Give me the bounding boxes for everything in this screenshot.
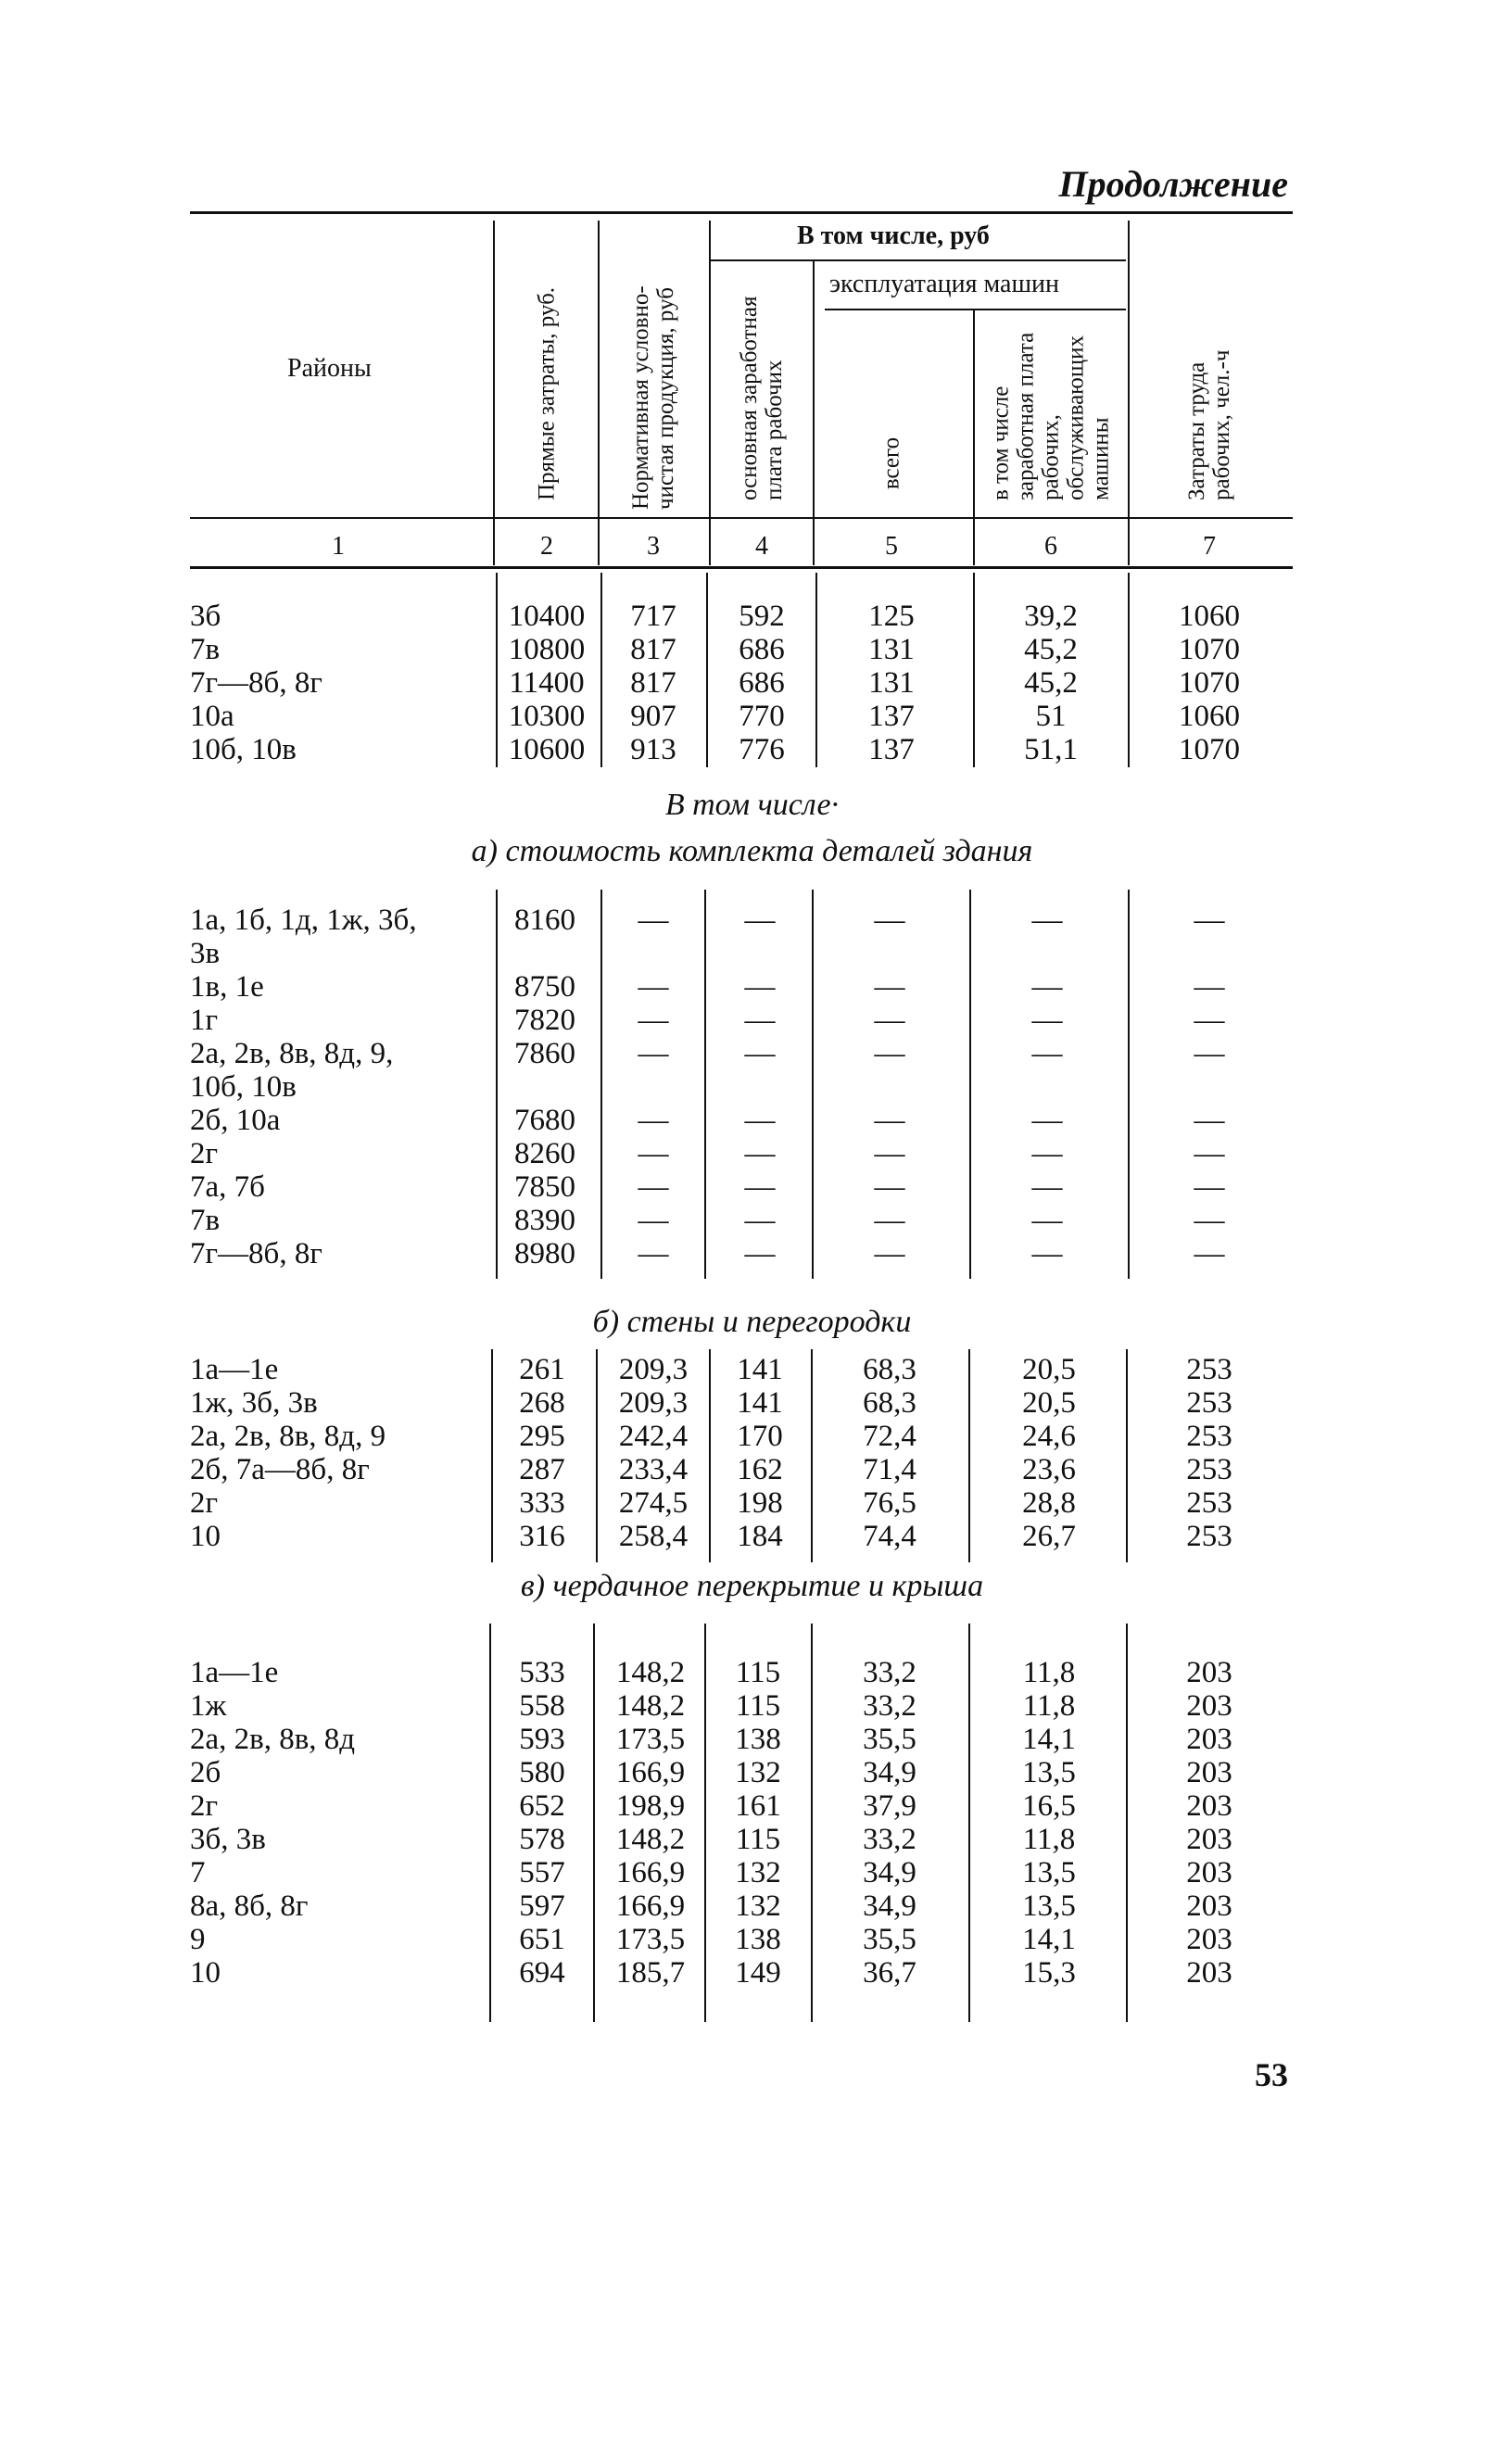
cell-c2: 10300 bbox=[508, 700, 586, 733]
region: 1в, 1е bbox=[190, 970, 264, 1004]
cell-c3: 209,3 bbox=[618, 1386, 689, 1420]
cell-c2: 578 bbox=[519, 1823, 565, 1856]
table-row bbox=[190, 1856, 1293, 1889]
cell-c3: 148,2 bbox=[615, 1689, 686, 1723]
cell-c2: 295 bbox=[519, 1420, 565, 1453]
table-row bbox=[190, 1756, 1293, 1789]
cell-c4: — bbox=[744, 1037, 776, 1070]
cell-c3: — bbox=[638, 1170, 669, 1204]
cell-c3: — bbox=[638, 1237, 669, 1270]
table-row bbox=[190, 1520, 1293, 1553]
cell-c3: 148,2 bbox=[615, 1656, 686, 1689]
region: 2б, 7а—8б, 8г bbox=[190, 1453, 370, 1486]
cell-c2: 533 bbox=[519, 1656, 565, 1689]
cell-c3: 258,4 bbox=[618, 1520, 689, 1553]
cell-c7: 1060 bbox=[1179, 600, 1240, 633]
region: 9 bbox=[190, 1923, 206, 1956]
cell-c5: 68,3 bbox=[863, 1353, 916, 1386]
cell-c7: 203 bbox=[1186, 1956, 1232, 1990]
cell-c4: 592 bbox=[739, 600, 785, 633]
table-row bbox=[190, 1037, 1293, 1070]
cell-c3: 242,4 bbox=[618, 1420, 689, 1453]
cell-c7: — bbox=[1194, 1237, 1225, 1270]
cell-c6: 51,1 bbox=[1024, 733, 1078, 766]
cell-c3: 233,4 bbox=[618, 1453, 689, 1486]
cell-c4: — bbox=[744, 1170, 776, 1204]
cell-c4: 115 bbox=[735, 1823, 781, 1856]
cell-c2: 694 bbox=[519, 1956, 565, 1990]
section-c-title: в) чердачное перекрытие и крыша bbox=[520, 1569, 984, 1603]
region: 2г bbox=[190, 1486, 219, 1520]
cell-c3: 166,9 bbox=[615, 1889, 686, 1923]
table-row bbox=[190, 1656, 1293, 1689]
colnum-bottom-rule bbox=[190, 566, 1293, 569]
table-row bbox=[190, 1137, 1293, 1170]
cell-c5: — bbox=[874, 1170, 905, 1204]
cell-c6: 11,8 bbox=[1022, 1656, 1076, 1689]
table-row bbox=[190, 1889, 1293, 1923]
cell-c2: 8260 bbox=[514, 1137, 575, 1170]
cell-c6: — bbox=[1031, 1104, 1063, 1137]
cell-c3: 185,7 bbox=[615, 1956, 686, 1990]
cell-c3: 209,3 bbox=[618, 1353, 689, 1386]
colnum-5: 5 bbox=[885, 532, 898, 561]
region: 2г bbox=[190, 1789, 219, 1823]
cell-c7: 253 bbox=[1186, 1420, 1232, 1453]
cell-c2: 7820 bbox=[514, 1004, 575, 1037]
cell-c7: — bbox=[1194, 903, 1225, 937]
cell-c5: 137 bbox=[868, 700, 915, 733]
region: 3в bbox=[190, 937, 221, 970]
main-rows bbox=[190, 600, 1293, 766]
cell-c4: 141 bbox=[737, 1386, 783, 1420]
table-row bbox=[190, 1386, 1293, 1420]
section-a-rows bbox=[190, 903, 1293, 1270]
cell-c3: 198,9 bbox=[615, 1789, 686, 1823]
cell-c6: — bbox=[1031, 1004, 1063, 1037]
cell-c2: 316 bbox=[519, 1520, 565, 1553]
cell-c3: — bbox=[638, 903, 669, 937]
cell-c7: 203 bbox=[1186, 1789, 1232, 1823]
region: 3б bbox=[190, 600, 221, 633]
cell-c7: — bbox=[1194, 1004, 1225, 1037]
cell-c3: 913 bbox=[630, 733, 676, 766]
cell-c4: 776 bbox=[739, 733, 785, 766]
cell-c6: — bbox=[1031, 1137, 1063, 1170]
region: 7в bbox=[190, 633, 221, 666]
colnum-7: 7 bbox=[1203, 532, 1216, 561]
cell-c6: 28,8 bbox=[1022, 1486, 1076, 1520]
cell-c5: 34,9 bbox=[863, 1756, 916, 1789]
region: 2б bbox=[190, 1756, 221, 1789]
cell-c3: 274,5 bbox=[618, 1486, 689, 1520]
cell-c6: 13,5 bbox=[1022, 1889, 1076, 1923]
header-including-rub: В том числе, руб bbox=[797, 221, 990, 250]
cell-c3: 173,5 bbox=[615, 1723, 686, 1756]
cell-c2: 597 bbox=[519, 1889, 565, 1923]
region: 8а, 8б, 8г bbox=[190, 1889, 309, 1923]
cell-c5: 68,3 bbox=[863, 1386, 916, 1420]
region: 1г bbox=[190, 1004, 219, 1037]
region: 7а, 7б bbox=[190, 1170, 265, 1204]
table-row bbox=[190, 1104, 1293, 1137]
table-row bbox=[190, 1923, 1293, 1956]
cell-c5: — bbox=[874, 970, 905, 1004]
table-row bbox=[190, 1453, 1293, 1486]
cell-c5: 37,9 bbox=[863, 1789, 916, 1823]
cell-c3: — bbox=[638, 1137, 669, 1170]
cell-c2: 7680 bbox=[514, 1104, 575, 1137]
cell-c5: — bbox=[874, 1104, 905, 1137]
page-number: 53 bbox=[1255, 2056, 1288, 2093]
header-wage-machinists: в том числе заработная плата рабочих, обслуживающих машины bbox=[988, 332, 1114, 500]
cell-c6: — bbox=[1031, 1237, 1063, 1270]
cell-c2: 268 bbox=[519, 1386, 565, 1420]
cell-c4: 162 bbox=[737, 1453, 783, 1486]
table-row bbox=[190, 700, 1293, 733]
cell-c7: 203 bbox=[1186, 1889, 1232, 1923]
region: 10б, 10в bbox=[190, 1070, 297, 1104]
cell-c7: — bbox=[1194, 970, 1225, 1004]
cell-c2: 261 bbox=[519, 1353, 565, 1386]
including-label: В том числе· bbox=[664, 788, 840, 822]
cell-c4: — bbox=[744, 1004, 776, 1037]
cell-c4: 149 bbox=[735, 1956, 781, 1990]
cell-c4: — bbox=[744, 1204, 776, 1237]
cell-c6: 51 bbox=[1035, 700, 1067, 733]
section-b-title: б) стены и перегородки bbox=[592, 1305, 912, 1339]
cell-c5: — bbox=[874, 1137, 905, 1170]
table-row bbox=[190, 1204, 1293, 1237]
cell-c5: 33,2 bbox=[863, 1823, 916, 1856]
cell-c4: 161 bbox=[735, 1789, 781, 1823]
cell-c3: 907 bbox=[630, 700, 676, 733]
cell-c4: 132 bbox=[735, 1889, 781, 1923]
cell-c6: 26,7 bbox=[1022, 1520, 1076, 1553]
cell-c6: 13,5 bbox=[1022, 1756, 1076, 1789]
region: 3б, 3в bbox=[190, 1823, 266, 1856]
cell-c4: 198 bbox=[737, 1486, 783, 1520]
region: 7в bbox=[190, 1204, 221, 1237]
header-vline-2 bbox=[598, 221, 600, 565]
cell-c6: 45,2 bbox=[1024, 666, 1078, 700]
cell-c2: 557 bbox=[519, 1856, 565, 1889]
cell-c4: 184 bbox=[737, 1520, 783, 1553]
cell-c5: — bbox=[874, 1037, 905, 1070]
cell-c4: 686 bbox=[739, 633, 785, 666]
region: 1ж, 3б, 3в bbox=[190, 1386, 318, 1420]
cell-c7: 203 bbox=[1186, 1656, 1232, 1689]
cell-c4: 170 bbox=[737, 1420, 783, 1453]
cell-c6: 16,5 bbox=[1022, 1789, 1076, 1823]
cell-c4: 132 bbox=[735, 1856, 781, 1889]
section-a-title: а) стоимость комплекта деталей здания bbox=[471, 834, 1033, 868]
cell-c3: 148,2 bbox=[615, 1823, 686, 1856]
cell-c7: — bbox=[1194, 1204, 1225, 1237]
table-row bbox=[190, 1070, 1293, 1104]
header-vline-1 bbox=[493, 221, 495, 565]
table-row bbox=[190, 1170, 1293, 1204]
header-normative-product: Нормативная условно-чистая продукция, руб bbox=[628, 285, 678, 510]
region: 2а, 2в, 8в, 8д, 9, bbox=[190, 1037, 394, 1070]
cell-c5: 33,2 bbox=[863, 1689, 916, 1723]
cell-c2: 8160 bbox=[514, 903, 575, 937]
region: 2г bbox=[190, 1137, 219, 1170]
cell-c6: 39,2 bbox=[1024, 600, 1078, 633]
table-row bbox=[190, 937, 1293, 970]
cell-c7: 253 bbox=[1186, 1486, 1232, 1520]
table-row bbox=[190, 1789, 1293, 1823]
cell-c5: 71,4 bbox=[863, 1453, 916, 1486]
cell-c7: — bbox=[1194, 1170, 1225, 1204]
cell-c5: — bbox=[874, 1004, 905, 1037]
cell-c5: 35,5 bbox=[863, 1723, 916, 1756]
cell-c6: 23,6 bbox=[1022, 1453, 1076, 1486]
cell-c6: 11,8 bbox=[1022, 1823, 1076, 1856]
region: 10а bbox=[190, 700, 234, 733]
cell-c2: 7850 bbox=[514, 1170, 575, 1204]
colnum-1: 1 bbox=[332, 532, 345, 561]
region: 10 bbox=[190, 1520, 221, 1553]
table-row bbox=[190, 1689, 1293, 1723]
region: 1а, 1б, 1д, 1ж, 3б, bbox=[190, 903, 417, 937]
machines-rule bbox=[825, 309, 1126, 310]
header-direct-costs: Прямые затраты, руб. bbox=[534, 286, 560, 500]
header-vline-6 bbox=[1128, 221, 1130, 565]
cell-c4: 686 bbox=[739, 666, 785, 700]
cell-c2: 333 bbox=[519, 1486, 565, 1520]
cell-c3: — bbox=[638, 1204, 669, 1237]
cell-c6: 13,5 bbox=[1022, 1856, 1076, 1889]
table-row bbox=[190, 666, 1293, 700]
cell-c6: 15,3 bbox=[1022, 1956, 1076, 1990]
cell-c2: 593 bbox=[519, 1723, 565, 1756]
cell-c2: 7860 bbox=[514, 1037, 575, 1070]
cell-c5: 33,2 bbox=[863, 1656, 916, 1689]
cell-c3: — bbox=[638, 1004, 669, 1037]
cell-c4: 138 bbox=[735, 1923, 781, 1956]
header-labor-costs: Затраты труда рабочих, чел.-ч bbox=[1184, 349, 1234, 500]
cell-c6: 14,1 bbox=[1022, 1723, 1076, 1756]
colnum-2: 2 bbox=[540, 532, 553, 561]
colnum-4: 4 bbox=[755, 532, 768, 561]
table-row bbox=[190, 633, 1293, 666]
cell-c7: 1070 bbox=[1179, 633, 1240, 666]
cell-c5: 131 bbox=[868, 633, 915, 666]
cell-c2: 11400 bbox=[509, 666, 585, 700]
cell-c6: — bbox=[1031, 970, 1063, 1004]
cell-c7: 253 bbox=[1186, 1520, 1232, 1553]
cell-c6: 14,1 bbox=[1022, 1923, 1076, 1956]
cell-c2: 558 bbox=[519, 1689, 565, 1723]
cell-c5: 74,4 bbox=[863, 1520, 916, 1553]
cell-c7: 253 bbox=[1186, 1353, 1232, 1386]
table-row bbox=[190, 1486, 1293, 1520]
including-rule bbox=[709, 259, 1126, 261]
region: 7г—8б, 8г bbox=[190, 1237, 322, 1270]
cell-c7: — bbox=[1194, 1104, 1225, 1137]
cell-c7: 1060 bbox=[1179, 700, 1240, 733]
cell-c2: 10400 bbox=[508, 600, 586, 633]
region: 10 bbox=[190, 1956, 221, 1990]
cell-c3: 173,5 bbox=[615, 1923, 686, 1956]
table-row bbox=[190, 600, 1293, 633]
region: 1а—1е bbox=[190, 1656, 279, 1689]
cell-c5: — bbox=[874, 903, 905, 937]
table-row bbox=[190, 1004, 1293, 1037]
cell-c7: 1070 bbox=[1179, 666, 1240, 700]
table-top-rule bbox=[190, 211, 1293, 214]
header-regions: Районы bbox=[287, 354, 372, 383]
cell-c3: — bbox=[638, 1104, 669, 1137]
region: 2а, 2в, 8в, 8д, 9 bbox=[190, 1420, 386, 1453]
cell-c7: 203 bbox=[1186, 1856, 1232, 1889]
cell-c2: 580 bbox=[519, 1756, 565, 1789]
cell-c6: 24,6 bbox=[1022, 1420, 1076, 1453]
region: 7 bbox=[190, 1856, 206, 1889]
cell-c4: 138 bbox=[735, 1723, 781, 1756]
cell-c2: 287 bbox=[519, 1453, 565, 1486]
cell-c6: 20,5 bbox=[1022, 1386, 1076, 1420]
table-row bbox=[190, 970, 1293, 1004]
cell-c2: 8390 bbox=[514, 1204, 575, 1237]
cell-c3: — bbox=[638, 970, 669, 1004]
cell-c3: 817 bbox=[630, 633, 676, 666]
cell-c7: 253 bbox=[1186, 1453, 1232, 1486]
cell-c6: — bbox=[1031, 903, 1063, 937]
cell-c2: 651 bbox=[519, 1923, 565, 1956]
cell-c4: — bbox=[744, 903, 776, 937]
colnum-6: 6 bbox=[1044, 532, 1057, 561]
region: 10б, 10в bbox=[190, 733, 297, 766]
cell-c5: 36,7 bbox=[863, 1956, 916, 1990]
cell-c7: 203 bbox=[1186, 1823, 1232, 1856]
cell-c4: 132 bbox=[735, 1756, 781, 1789]
cell-c6: — bbox=[1031, 1204, 1063, 1237]
cell-c3: 166,9 bbox=[615, 1756, 686, 1789]
cell-c2: 10800 bbox=[508, 633, 586, 666]
cell-c7: 203 bbox=[1186, 1923, 1232, 1956]
cell-c7: 253 bbox=[1186, 1386, 1232, 1420]
cell-c5: 125 bbox=[868, 600, 915, 633]
cell-c5: 76,5 bbox=[863, 1486, 916, 1520]
cell-c7: — bbox=[1194, 1037, 1225, 1070]
continuation-label: Продолжение bbox=[1058, 163, 1288, 205]
cell-c5: 34,9 bbox=[863, 1856, 916, 1889]
cell-c7: 1070 bbox=[1179, 733, 1240, 766]
table-row bbox=[190, 1823, 1293, 1856]
region: 1ж bbox=[190, 1689, 227, 1723]
cell-c3: — bbox=[638, 1037, 669, 1070]
cell-c7: 203 bbox=[1186, 1756, 1232, 1789]
region: 7г—8б, 8г bbox=[190, 666, 322, 700]
cell-c5: 131 bbox=[868, 666, 915, 700]
table-row bbox=[190, 1723, 1293, 1756]
cell-c7: 203 bbox=[1186, 1723, 1232, 1756]
colnum-3: 3 bbox=[647, 532, 660, 561]
cell-c3: 166,9 bbox=[615, 1856, 686, 1889]
region: 1а—1е bbox=[190, 1353, 279, 1386]
cell-c3: 817 bbox=[630, 666, 676, 700]
table-row bbox=[190, 1420, 1293, 1453]
table-row bbox=[190, 733, 1293, 766]
cell-c2: 10600 bbox=[508, 733, 586, 766]
cell-c5: 34,9 bbox=[863, 1889, 916, 1923]
cell-c5: — bbox=[874, 1237, 905, 1270]
table-row bbox=[190, 1956, 1293, 1990]
table-row bbox=[190, 903, 1293, 937]
cell-c4: — bbox=[744, 1104, 776, 1137]
cell-c5: — bbox=[874, 1204, 905, 1237]
cell-c2: 652 bbox=[519, 1789, 565, 1823]
cell-c3: 717 bbox=[630, 600, 676, 633]
region: 2а, 2в, 8в, 8д bbox=[190, 1723, 356, 1756]
cell-c5: 35,5 bbox=[863, 1923, 916, 1956]
header-total: всего bbox=[878, 436, 904, 490]
header-vline-4 bbox=[813, 261, 815, 565]
cell-c7: 203 bbox=[1186, 1689, 1232, 1723]
cell-c4: — bbox=[744, 1137, 776, 1170]
cell-c6: 20,5 bbox=[1022, 1353, 1076, 1386]
cell-c2: 8750 bbox=[514, 970, 575, 1004]
table-row bbox=[190, 1237, 1293, 1270]
cell-c5: 137 bbox=[868, 733, 915, 766]
cell-c4: — bbox=[744, 1237, 776, 1270]
cell-c2: 8980 bbox=[514, 1237, 575, 1270]
cell-c4: 115 bbox=[735, 1656, 781, 1689]
cell-c6: 45,2 bbox=[1024, 633, 1078, 666]
header-vline-3 bbox=[709, 221, 711, 565]
cell-c6: — bbox=[1031, 1170, 1063, 1204]
section-b-rows bbox=[190, 1353, 1293, 1553]
header-machine-operation: эксплуатация машин bbox=[829, 270, 1059, 298]
header-base-wage: основная заработная плата рабочих bbox=[737, 296, 787, 500]
table-row bbox=[190, 1353, 1293, 1386]
cell-c4: 141 bbox=[737, 1353, 783, 1386]
cell-c6: 11,8 bbox=[1022, 1689, 1076, 1723]
cell-c4: — bbox=[744, 970, 776, 1004]
cell-c7: — bbox=[1194, 1137, 1225, 1170]
cell-c4: 115 bbox=[735, 1689, 781, 1723]
region: 2б, 10а bbox=[190, 1104, 281, 1137]
header-vline-5 bbox=[973, 310, 975, 565]
cell-c5: 72,4 bbox=[863, 1420, 916, 1453]
section-c-rows bbox=[190, 1656, 1293, 1990]
cell-c4: 770 bbox=[739, 700, 785, 733]
cell-c6: — bbox=[1031, 1037, 1063, 1070]
